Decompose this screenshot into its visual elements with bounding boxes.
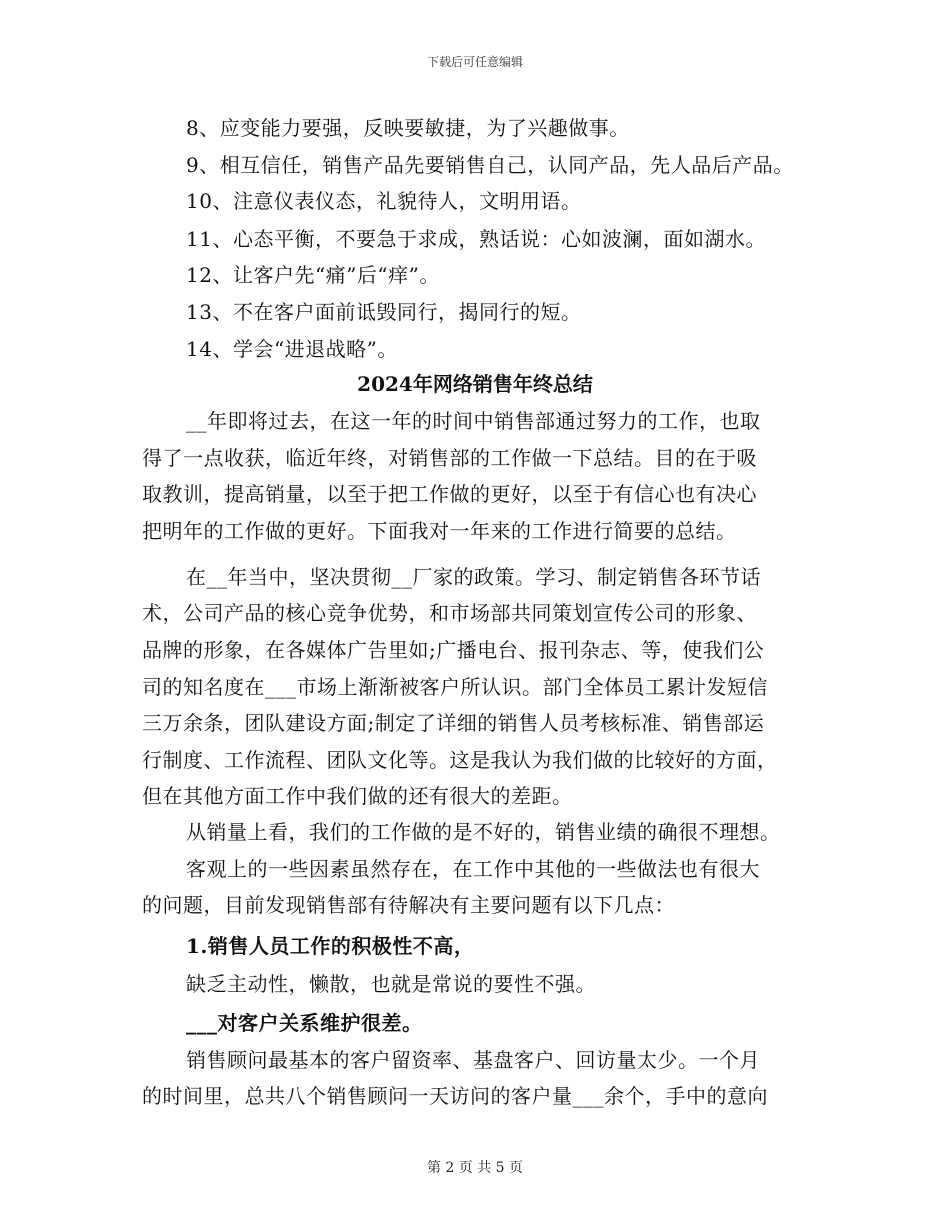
- list-item: 14、学会“进退战略”。: [186, 337, 398, 361]
- paragraph-line: 销售顾问最基本的客户留资率、基盘客户、回访量太少。一个月: [186, 1048, 760, 1072]
- paragraph-line: 在__年当中，坚决贯彻__厂家的政策。学习、制定销售各环节话: [186, 565, 761, 589]
- paragraph-line: 得了一点收获，临近年终，对销售部的工作做一下总结。目的在于吸: [142, 446, 757, 470]
- list-item: 8、应变能力要强，反映要敏捷，为了兴趣做事。: [186, 116, 630, 140]
- paragraph-line: 行制度、工作流程、团队文化等。这是我认为我们做的比较好的方面，: [142, 748, 778, 772]
- paragraph-line: 品牌的形象，在各媒体广告里如;广播电台、报刊杂志、等，使我们公: [142, 638, 765, 662]
- section-title: 2024年网络销售年终总结: [357, 372, 593, 396]
- list-item: 11、心态平衡，不要急于求成，熟话说：心如波澜，面如湖水。: [186, 227, 766, 251]
- page-footer: 第 2 页 共 5 页: [426, 1160, 524, 1176]
- subheading: ___对客户关系维护很差。: [186, 1011, 423, 1035]
- paragraph-line: 术，公司产品的核心竞争优势，和市场部共同策划宣传公司的形象、: [142, 601, 757, 625]
- list-item: 12、让客户先“痛”后“痒”。: [186, 263, 440, 287]
- list-item: 9、相互信任，销售产品先要销售自己，认同产品，先人品后产品。: [186, 153, 794, 177]
- paragraph-line: 缺乏主动性，懒散，也就是常说的要性不强。: [186, 972, 596, 996]
- paragraph-line: 取教训，提高销量，以至于把工作做的更好，以至于有信心也有决心: [142, 482, 757, 506]
- paragraph-line: 从销量上看，我们的工作做的是不好的，销售业绩的确很不理想。: [186, 820, 781, 844]
- paragraph-line: 把明年的工作做的更好。下面我对一年来的工作进行简要的总结。: [142, 519, 737, 543]
- paragraph-line: 司的知名度在___市场上渐渐被客户所认识。部门全体员工累计发短信: [142, 675, 768, 699]
- list-item: 13、不在客户面前诋毁同行，揭同行的短。: [186, 300, 582, 324]
- subheading: 1.销售人员工作的积极性不高，: [186, 934, 475, 958]
- paragraph-line: 三万余条，团队建设方面;制定了详细的销售人员考核标准、销售部运: [142, 711, 765, 735]
- page-header: 下载后可任意编辑: [426, 55, 523, 69]
- paragraph-line: 客观上的一些因素虽然存在，在工作中其他的一些做法也有很大: [186, 857, 760, 881]
- list-item: 10、注意仪表仪态，礼貌待人，文明用语。: [186, 189, 582, 213]
- paragraph-line: 的时间里，总共八个销售顾问一天访问的客户量___余个，手中的意向: [142, 1084, 768, 1108]
- paragraph-line: __年即将过去，在这一年的时间中销售部通过努力的工作，也取: [186, 409, 761, 433]
- paragraph-line: 的问题，目前发现销售部有待解决有主要问题有以下几点：: [142, 893, 675, 917]
- paragraph-line: 但在其他方面工作中我们做的还有很大的差距。: [142, 784, 573, 808]
